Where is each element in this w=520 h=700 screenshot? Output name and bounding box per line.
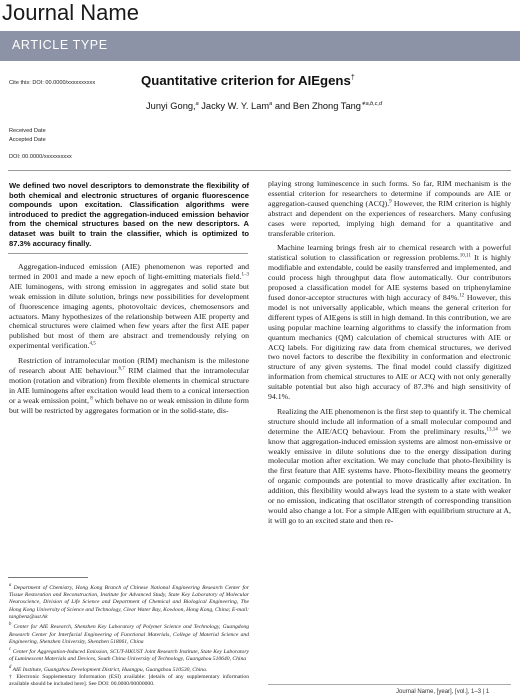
author-list: [146, 101, 382, 111]
author-name: and Ben Zhong Tang: [274, 101, 361, 112]
title-footnote-mark: †: [350, 74, 355, 82]
cite-this-doi: Cite this: DOI: 00.0000/xxxxxxxxxx: [9, 80, 96, 86]
body-paragraph: Machine learning brings fresh air to chemical research with a powerful statistical solution to classification or regression problems.$^{10,11}$ It is highly modifiable and extendable, could be easily transferred and implemented, and could process high throughput data flow automatically. Our contributors proposed a classification model for AIE systems based on triphenylamine fused donor-acceptor structures with high accuracy of 84%.$^{12}$ However, this model is not universally applicable, which means the general criterion for different types of AIEgens is still in high demand. In this contribution, we are using popular machine learning algorithms to classify the information from quantum mechanics (QM) calculation of chemical structures with AIE or ACQ labels. For digitizing raw data from chemical structures, we derived two novel factors to describe the flexibility in conformation and electronic structure of any given systems. The final model could classify digitized information from chemical structures to AIE or ACQ with not only generally suitable potential but also high accuracy of 87.3% and high sensitivity of 94.1%.: [268, 243, 511, 402]
accepted-date: Accepted Date: [9, 137, 46, 143]
article-type-banner: [0, 31, 520, 61]
affiliation-note: $^b$ Center for AIE Research, Shenzhen Key Laboratory of Polymer Science and Technology, Guangdong Research Center for Interfacial Engineering of Functional Materials, College of Material Science and Engineering, Shenzhen University, Shenzhen 518061, China: [9, 622, 249, 645]
body-left-column: [9, 262, 249, 416]
article-title: [141, 73, 355, 88]
received-date: Received Date: [9, 128, 46, 134]
article-title-text: Quantitative criterion for AIEgens: [141, 73, 351, 88]
footnote-divider: [8, 577, 88, 578]
journal-name: Journal Name: [2, 0, 139, 25]
body-right-column: [268, 179, 511, 526]
esi-note: † Electronic Supplementary Information (ESI) available: [details of any supplementary information available should be included here]. See DOI: 00.0000/00000000.: [9, 673, 249, 687]
affiliation-footnotes: [9, 582, 249, 688]
author-name: Jacky W. Y. Lam: [201, 101, 270, 112]
article-type-label: ARTICLE TYPE: [12, 38, 108, 52]
abstract: We defined two novel descriptors to demonstrate the flexibility of both chemical and electronic structures of organic fluorescence compounds upon excitation. Classification algorithms were introduced to predict the aggregation-induced emission behavior from the chemical structures based on the new descriptors. A dataset was built to train the classifier, which is optimized to 87.3% accuracy finally.: [9, 181, 249, 248]
affiliation-note: $^d$ AIE Institute, Guangzhou Development District, Huangpu, Guangzhou 510530, China.: [9, 664, 208, 673]
author-affiliation: ∗a,b,c,d: [360, 101, 383, 107]
body-paragraph: Aggregation-induced emission (AIE) phenomenon was reported and termed in 2001 and made a new epoch of light-emitting materials field.$^{1-3}$ AIE luminogens, with strong emission in aggregates and solid state but weak emission in dilute solution, brings new possibilities for development of fluorescence imaging agents, photovoltaic devices, chemosensors and actuators. Many hypothesizes of the relationship between AIE property and chemical structures were claimed when few years after the first AIE paper published but most of them are abstract and tremendously relying on experimental verification.$^{4,5}$: [9, 262, 249, 351]
body-paragraph: Restriction of intramolecular motion (RIM) mechanism is the milestone of research about AIE behaviour.$^{6,7}$ RIM claimed that the intramolecular motion (rotation and vibration) from flexible elements in chemical structure in AIE luminogens after excitation would lead them to a conical intersection or a weak emission point, $^8$ which behave no or weak emission in dilute form but will be restricted by aggregates formation or in the solid-state, dis-: [9, 356, 249, 415]
body-paragraph: playing strong luminescence in such forms. So far, RIM mechanism is the essential criterion for researchers to determine if compounds are AIE or aggregation-caused quenching (ACQ).$^9$ However, the RIM criterion is highly abstract and dependent on the experiences of researchers. Many confusing cases were reported, implying high demand for a quantitative and transferable criterion.: [268, 179, 512, 238]
abstract-end-divider: [8, 253, 248, 254]
body-paragraph: Realizing the AIE phenomenon is the first step to quantify it. The chemical structure should include all information of a small molecular compound and determine the AIE/ACQ behaviour. From the preliminary results,$^{13,14}$ we know that aggregation-induced emission systems are almost non-emissive or weakly emissive in dilute solutions due to the energy dissipation during molecular motion after excitation. We may conclude that photo-flexibility is the first feature that AIE systems have. Photo-flexibility means the geometry of organic compounds are potential to move drastically after excitation. In addition, this flexibility would always lead the system to a state with weaker or no emission, indicating that oscillator strength of corresponding transition would also change a lot. For a simple AIEgen with equilibrium structure at A, it will go to an excited state and then re-: [268, 406, 511, 525]
footer-divider: [268, 684, 511, 685]
author-affiliation: a: [269, 101, 273, 107]
author-name: Junyi Gong,: [146, 101, 196, 112]
author-affiliation: a: [195, 101, 199, 107]
affiliation-note: $^a$ Department of Chemistry, Hong Kong Branch of Chinese National Engineering Research Center for Tissue Restoration and Reconstruction, Institute for Advanced Study, State Key Laboratory of Molecular Neuroscience, Division of Life Science and Department of Chemical and Biological Engineering, The Hong Kong University of Science and Technology, Clear Water Bay, Kowloon, Hong Kong, China; E-mail: tangbenz@ust.hk: [9, 583, 249, 621]
affiliation-note: $^c$ Center for Aggregation-Induced Emission, SCUT-HKUST Joint Research Institute, State Key Laboratory of Luminescent Materials and Devices, South China University of Technology, Guangzhou 510640, China: [9, 647, 249, 663]
publication-dates: [9, 127, 46, 145]
abstract-divider: [8, 170, 511, 171]
article-doi: DOI: 00.0000/xxxxxxxxxx: [9, 154, 72, 160]
page-footer: Journal Name, [year], [vol.], 1–3 | 1: [396, 689, 490, 695]
